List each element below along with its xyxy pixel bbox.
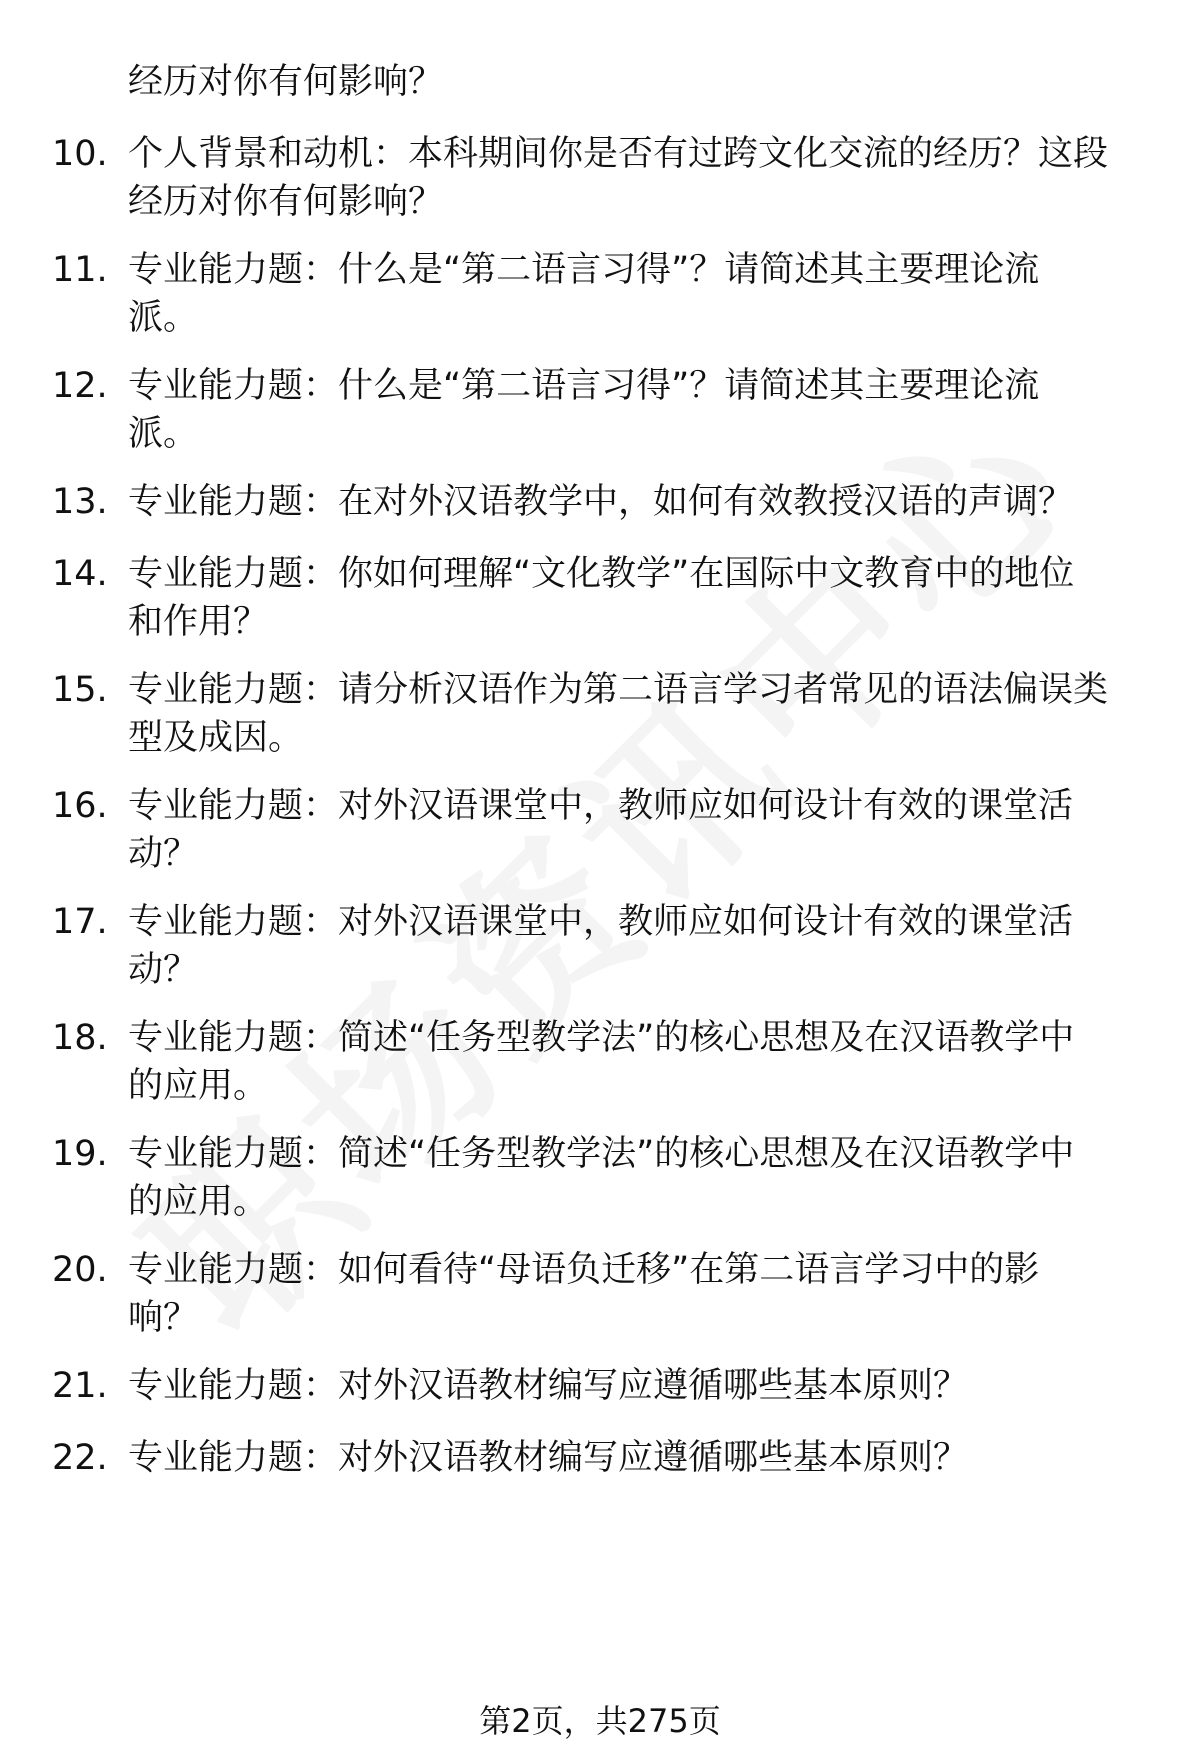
- question-number: 19.: [52, 1134, 108, 1174]
- question-line: 个人背景和动机：本科期间你是否有过跨文化交流的经历？这段: [128, 134, 1109, 174]
- question-line: 专业能力题：什么是“第二语言习得”？请简述其主要理论流: [128, 366, 1040, 406]
- question-line: 和作用？: [128, 602, 269, 642]
- question-line: 专业能力题：简述“任务型教学法”的核心思想及在汉语教学中: [128, 1134, 1075, 1174]
- question-number: 18.: [52, 1018, 108, 1058]
- page-footer: 第2页，共275页: [479, 1702, 721, 1740]
- question-line: 专业能力题：对外汉语课堂中，教师应如何设计有效的课堂活: [128, 786, 1074, 826]
- question-text: [128, 1434, 1138, 1482]
- question-text: [128, 1246, 1138, 1342]
- question-line: 的应用。: [128, 1066, 269, 1106]
- question-number: 14.: [52, 554, 108, 594]
- question-line: 专业能力题：什么是“第二语言习得”？请简述其主要理论流: [128, 250, 1040, 290]
- question-line: 响？: [128, 1298, 199, 1338]
- question-line: 动？: [128, 950, 199, 990]
- question-number: 11.: [52, 250, 108, 290]
- question-line: 专业能力题：在对外汉语教学中，如何有效教授汉语的声调？: [128, 482, 1074, 522]
- question-line: 专业能力题：如何看待“母语负迁移”在第二语言学习中的影: [128, 1250, 1040, 1290]
- question-number: 21.: [52, 1366, 108, 1406]
- question-line: 专业能力题：你如何理解“文化教学”在国际中文教育中的地位: [128, 554, 1075, 594]
- question-number: 12.: [52, 366, 108, 406]
- question-number: 20.: [52, 1250, 108, 1290]
- question-line: 经历对你有何影响？: [128, 182, 444, 222]
- question-text: [128, 1362, 1138, 1410]
- question-line: 型及成因。: [128, 718, 304, 758]
- question-number: 22.: [52, 1438, 108, 1478]
- question-text: [128, 782, 1138, 878]
- continued-question-text: 经历对你有何影响？: [128, 62, 444, 102]
- question-line: 专业能力题：请分析汉语作为第二语言学习者常见的语法偏误类: [128, 670, 1109, 710]
- question-text: [128, 550, 1138, 646]
- question-text: [128, 898, 1138, 994]
- question-line: 派。: [128, 298, 199, 338]
- question-text: [128, 246, 1138, 342]
- question-text: [128, 1130, 1138, 1226]
- question-line: 专业能力题：对外汉语课堂中，教师应如何设计有效的课堂活: [128, 902, 1074, 942]
- question-line: 专业能力题：简述“任务型教学法”的核心思想及在汉语教学中: [128, 1018, 1075, 1058]
- question-text: [128, 666, 1138, 762]
- question-text: [128, 1014, 1138, 1110]
- question-text: [128, 130, 1138, 226]
- question-number: 16.: [52, 786, 108, 826]
- question-text: [128, 478, 1138, 526]
- question-line: 动？: [128, 834, 199, 874]
- question-line: 派。: [128, 414, 199, 454]
- question-number: 15.: [52, 670, 108, 710]
- question-line: 专业能力题：对外汉语教材编写应遵循哪些基本原则？: [128, 1366, 969, 1406]
- question-text: [128, 362, 1138, 458]
- question-line: 的应用。: [128, 1182, 269, 1222]
- question-line: 专业能力题：对外汉语教材编写应遵循哪些基本原则？: [128, 1438, 969, 1478]
- question-number: 13.: [52, 482, 108, 522]
- question-number: 10.: [52, 134, 108, 174]
- question-number: 17.: [52, 902, 108, 942]
